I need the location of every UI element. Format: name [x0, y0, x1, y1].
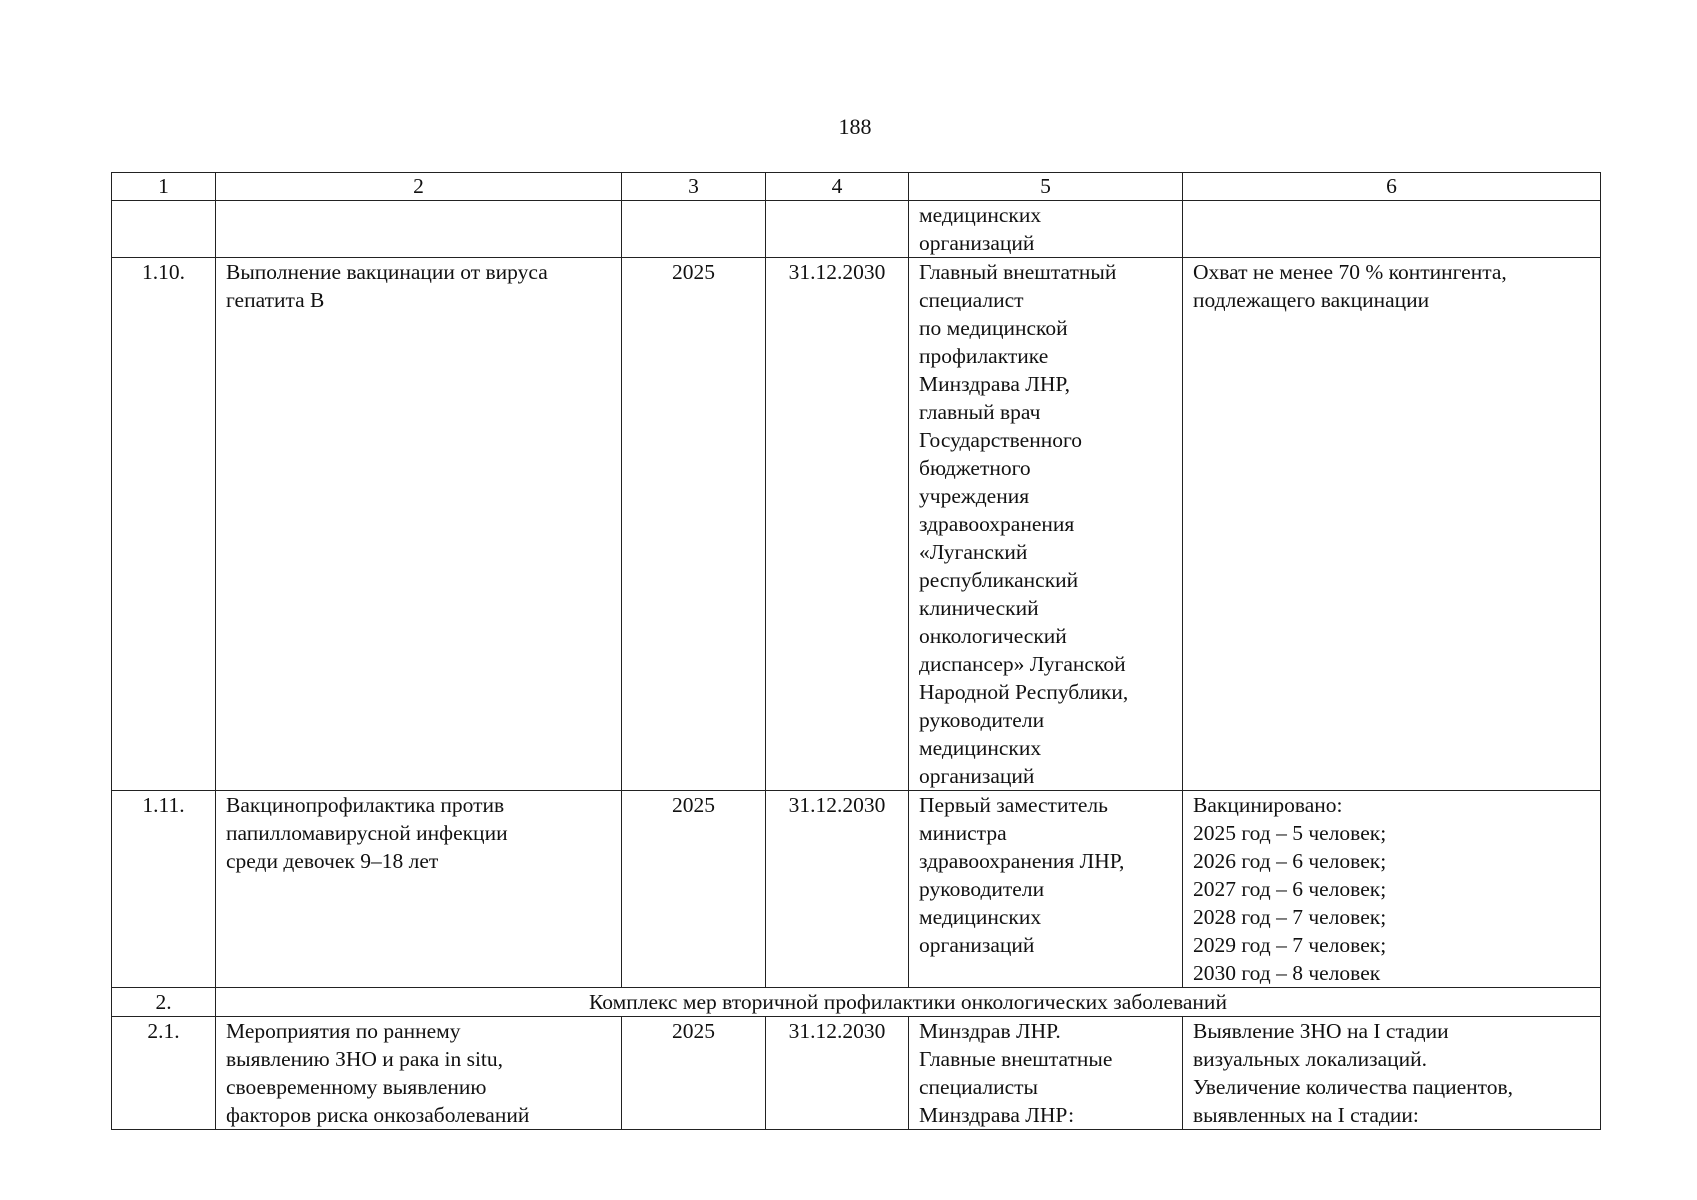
text-line: организаций — [919, 231, 1035, 255]
text-line: факторов риска онкозаболеваний — [226, 1103, 530, 1127]
end-date: 31.12.2030 — [766, 791, 909, 988]
text-line: своевременному выявлению — [226, 1075, 487, 1099]
text-line: здравоохранения — [919, 512, 1075, 536]
text-line: медицинских — [919, 203, 1042, 227]
text-line: Главные внештатные — [919, 1047, 1113, 1071]
result-cell — [1183, 258, 1601, 791]
text-line: главный врач — [919, 400, 1041, 424]
text-line: Минздрава ЛНР, — [919, 372, 1071, 396]
text-line: Увеличение количества пациентов, — [1193, 1075, 1514, 1099]
table-header-row — [112, 173, 1601, 201]
text-line: Вакцинопрофилактика против — [226, 793, 505, 817]
responsible-cell — [909, 791, 1183, 988]
section-title: Комплекс мер вторичной профилактики онкологических заболеваний — [216, 988, 1601, 1017]
continued-responsible-cell — [909, 201, 1183, 258]
measure-title-cell — [216, 791, 622, 988]
text-line: руководители — [919, 708, 1045, 732]
section-number: 2. — [112, 988, 216, 1017]
header-cell-6: 6 — [1183, 173, 1601, 201]
text-line: республиканский — [919, 568, 1079, 592]
text-line: 2025 год – 5 человек; — [1193, 821, 1387, 845]
text-line: «Луганский — [919, 540, 1028, 564]
continued-start-cell — [622, 201, 766, 258]
text-line: визуальных локализаций. — [1193, 1047, 1428, 1071]
text-line: Народной Республики, — [919, 680, 1129, 704]
text-line: 2030 год – 8 человек — [1193, 961, 1381, 985]
text-line: 2029 год – 7 человек; — [1193, 933, 1387, 957]
table-row-1-11 — [112, 791, 1601, 988]
text-line: 2027 год – 6 человек; — [1193, 877, 1387, 901]
header-cell-3: 3 — [622, 173, 766, 201]
text-line: учреждения — [919, 484, 1030, 508]
text-line: руководители — [919, 877, 1045, 901]
text-line: Выполнение вакцинации от вируса — [226, 260, 548, 284]
text-line: 2026 год – 6 человек; — [1193, 849, 1387, 873]
table-row-continued — [112, 201, 1601, 258]
text-line: диспансер» Луганской — [919, 652, 1126, 676]
result-cell — [1183, 1017, 1601, 1130]
text-line: специалист — [919, 288, 1024, 312]
page-number: 188 — [838, 114, 872, 139]
text-line: медицинских — [919, 736, 1042, 760]
section-row — [112, 988, 1601, 1017]
text-line: Мероприятия по раннему — [226, 1019, 461, 1043]
text-line: онкологический — [919, 624, 1067, 648]
start-year: 2025 — [622, 258, 766, 791]
text-line: подлежащего вакцинации — [1193, 288, 1430, 312]
text-line: клинический — [919, 596, 1039, 620]
result-cell — [1183, 791, 1601, 988]
text-line: среди девочек 9–18 лет — [226, 849, 439, 873]
continued-title-cell — [216, 201, 622, 258]
text-line: Государственного — [919, 428, 1083, 452]
measure-title-cell — [216, 1017, 622, 1130]
text-line: Главный внештатный — [919, 260, 1117, 284]
text-line: гепатита В — [226, 288, 325, 312]
header-cell-4: 4 — [766, 173, 909, 201]
text-line: бюджетного — [919, 456, 1031, 480]
text-line: Выявление ЗНО на I стадии — [1193, 1019, 1449, 1043]
text-line: организаций — [919, 933, 1035, 957]
continued-num-cell — [112, 201, 216, 258]
responsible-cell — [909, 258, 1183, 791]
table-row-1-10 — [112, 258, 1601, 791]
responsible-cell — [909, 1017, 1183, 1130]
text-line: Вакцинировано: — [1193, 793, 1343, 817]
continued-end-cell — [766, 201, 909, 258]
text-line: выявлению ЗНО и рака in situ, — [226, 1047, 504, 1071]
text-line: по медицинской — [919, 316, 1068, 340]
start-year: 2025 — [622, 791, 766, 988]
text-line: специалисты — [919, 1075, 1038, 1099]
text-line: здравоохранения ЛНР, — [919, 849, 1125, 873]
measures-table — [111, 172, 1601, 1130]
text-line: Минздрав ЛНР. — [919, 1019, 1061, 1043]
text-line: министра — [919, 821, 1007, 845]
header-cell-2: 2 — [216, 173, 622, 201]
start-year: 2025 — [622, 1017, 766, 1130]
row-number: 1.11. — [112, 791, 216, 988]
text-line: выявленных на I стадии: — [1193, 1103, 1419, 1127]
text-line: организаций — [919, 764, 1035, 788]
row-number: 1.10. — [112, 258, 216, 791]
text-line: профилактике — [919, 344, 1049, 368]
end-date: 31.12.2030 — [766, 1017, 909, 1130]
end-date: 31.12.2030 — [766, 258, 909, 791]
continued-result-cell — [1183, 201, 1601, 258]
text-line: Охват не менее 70 % контингента, — [1193, 260, 1507, 284]
text-line: папилломавирусной инфекции — [226, 821, 508, 845]
text-line: медицинских — [919, 905, 1042, 929]
measure-title-cell — [216, 258, 622, 791]
header-cell-1: 1 — [112, 173, 216, 201]
header-cell-5: 5 — [909, 173, 1183, 201]
text-line: Минздрава ЛНР: — [919, 1103, 1075, 1127]
text-line: 2028 год – 7 человек; — [1193, 905, 1387, 929]
row-number: 2.1. — [112, 1017, 216, 1130]
table-row-2-1 — [112, 1017, 1601, 1130]
text-line: Первый заместитель — [919, 793, 1108, 817]
